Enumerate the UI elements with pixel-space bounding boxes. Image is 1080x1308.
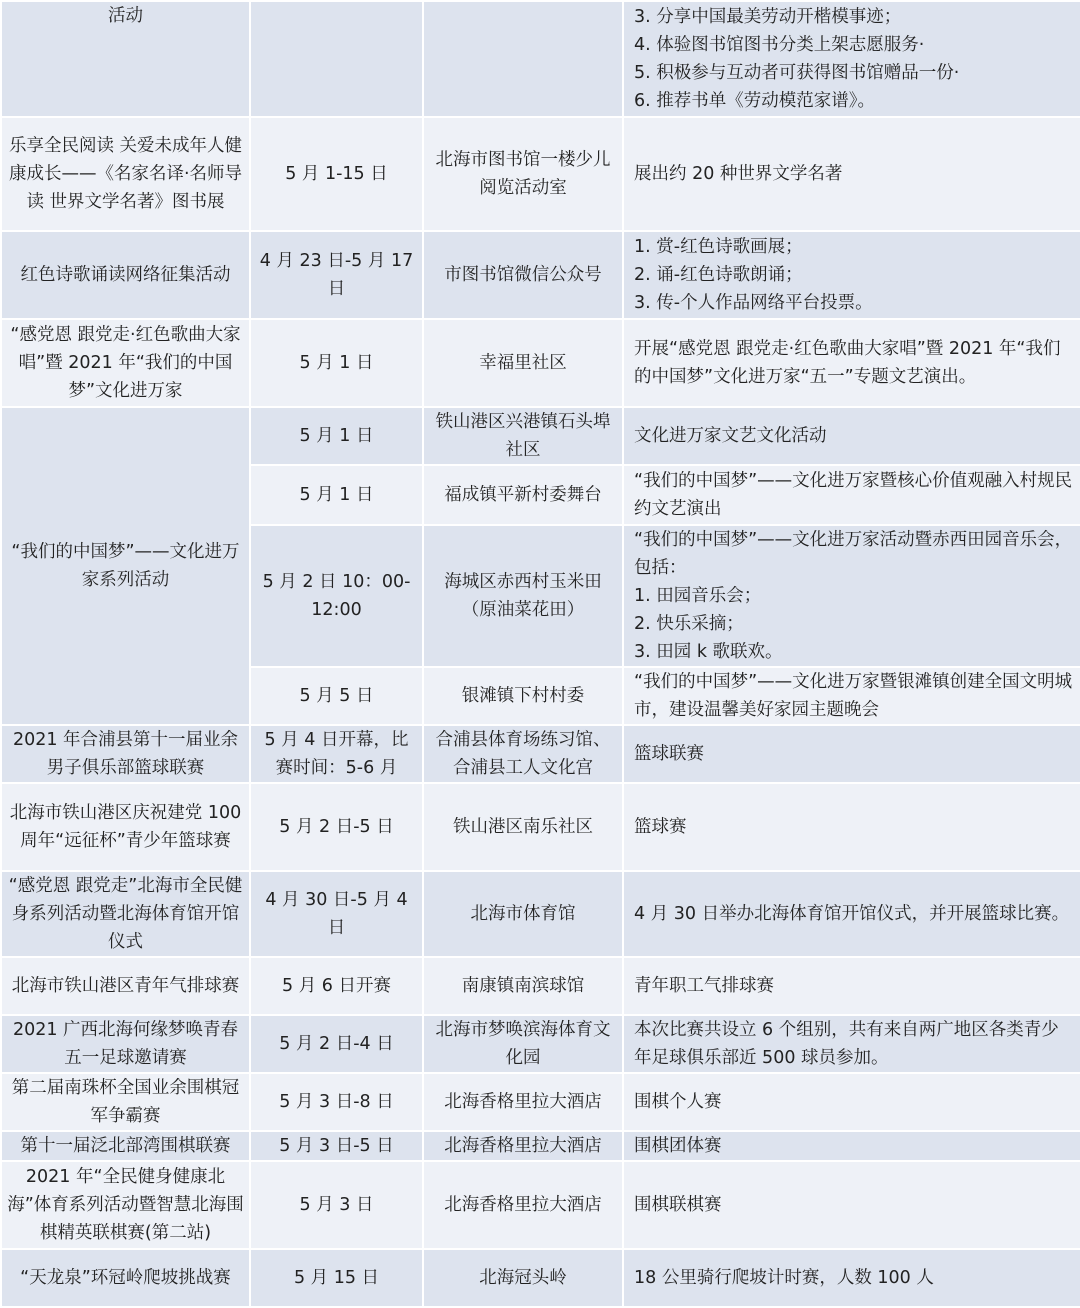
event-content-cell: 开展“感党恩 跟党走·红色歌曲大家唱”暨 2021 年“我们的中国梦”文化进万家“五一”专题文艺演出。 — [623, 319, 1080, 407]
table-row — [1, 725, 1080, 783]
event-name-cell: “天龙泉”环冠岭爬坡挑战赛 — [1, 1249, 250, 1307]
event-place-cell: 福成镇平新村委舞台 — [423, 465, 623, 525]
table-row — [1, 957, 1080, 1015]
event-name-cell: 第二届南珠杯全国业余围棋冠军争霸赛 — [1, 1073, 250, 1131]
event-time-cell: 4 月 30 日-5 月 4 日 — [250, 871, 423, 957]
content-line: 1. 田园音乐会； — [634, 586, 762, 606]
event-name-cell: 2021 年合浦县第十一届业余男子俱乐部篮球联赛 — [1, 725, 250, 783]
event-content-cell: 青年职工气排球赛 — [623, 957, 1080, 1015]
event-time-cell: 5 月 15 日 — [250, 1249, 423, 1307]
event-time-cell: 5 月 1 日 — [250, 407, 423, 465]
event-content-cell: 文化进万家文艺文化活动 — [623, 407, 1080, 465]
table-row — [1, 117, 1080, 231]
event-content-cell — [623, 525, 1080, 667]
content-line: 1. 赏-红色诗歌画展； — [634, 237, 803, 257]
event-time-cell: 5 月 1 日 — [250, 319, 423, 407]
event-name-cell: 红色诗歌诵读网络征集活动 — [1, 231, 250, 319]
event-content-cell: “我们的中国梦”——文化进万家暨银滩镇创建全国文明城市，建设温馨美好家园主题晚会 — [623, 667, 1080, 725]
event-time-cell: 4 月 23 日-5 月 17 日 — [250, 231, 423, 319]
event-content-cell: 围棋个人赛 — [623, 1073, 1080, 1131]
content-line: “我们的中国梦”——文化进万家活动暨赤西田园音乐会，包括： — [634, 530, 1073, 578]
event-name-cell: 第十一届泛北部湾围棋联赛 — [1, 1131, 250, 1161]
event-time-cell: 5 月 4 日开幕，比赛时间：5-6 月 — [250, 725, 423, 783]
content-line: 3. 分享中国最美劳动开楷模事迹； — [634, 7, 902, 27]
event-name-cell: “我们的中国梦”——文化进万家系列活动 — [1, 407, 250, 725]
content-line: 4. 体验图书馆图书分类上架志愿服务· — [634, 35, 925, 55]
table-row — [1, 1131, 1080, 1161]
content-line: 6. 推荐书单《劳动模范家谱》。 — [634, 91, 876, 111]
event-content-cell: 围棋联棋赛 — [623, 1161, 1080, 1249]
event-place-cell — [423, 1, 623, 117]
event-time-cell: 5 月 3 日-8 日 — [250, 1073, 423, 1131]
event-place-cell: 市图书馆微信公众号 — [423, 231, 623, 319]
event-place-cell: 北海市图书馆一楼少儿阅览活动室 — [423, 117, 623, 231]
event-time-cell — [250, 1, 423, 117]
event-content-cell: 篮球联赛 — [623, 725, 1080, 783]
event-time-cell: 5 月 2 日-5 日 — [250, 783, 423, 871]
table-row — [1, 1161, 1080, 1249]
table-row — [1, 319, 1080, 407]
event-name-cell: “感党恩 跟党走”北海市全民健身系列活动暨北海体育馆开馆仪式 — [1, 871, 250, 957]
content-line: 5. 积极参与互动者可获得图书馆赠品一份· — [634, 63, 960, 83]
event-place-cell: 铁山港区南乐社区 — [423, 783, 623, 871]
event-place-cell: 北海香格里拉大酒店 — [423, 1073, 623, 1131]
event-place-cell: 银滩镇下村村委 — [423, 667, 623, 725]
content-line: 3. 传-个人作品网络平台投票。 — [634, 293, 873, 313]
event-place-cell: 北海香格里拉大酒店 — [423, 1131, 623, 1161]
event-time-cell: 5 月 2 日-4 日 — [250, 1015, 423, 1073]
event-time-cell: 5 月 2 日 10：00-12:00 — [250, 525, 423, 667]
event-name-cell: “感党恩 跟党走·红色歌曲大家唱”暨 2021 年“我们的中国梦”文化进万家 — [1, 319, 250, 407]
table-row — [1, 1, 1080, 117]
event-content-cell: 篮球赛 — [623, 783, 1080, 871]
event-place-cell: 北海市体育馆 — [423, 871, 623, 957]
event-place-cell: 幸福里社区 — [423, 319, 623, 407]
event-content-cell: “我们的中国梦”——文化进万家暨核心价值观融入村规民约文艺演出 — [623, 465, 1080, 525]
event-content-cell: 展出约 20 种世界文学名著 — [623, 117, 1080, 231]
event-name-cell: 北海市铁山港区青年气排球赛 — [1, 957, 250, 1015]
event-place-cell: 海城区赤西村玉米田（原油菜花田） — [423, 525, 623, 667]
table-row — [1, 783, 1080, 871]
event-place-cell: 北海冠头岭 — [423, 1249, 623, 1307]
event-name-cell: 活动 — [1, 1, 250, 117]
event-name-cell: 2021 广西北海何缘梦唤青春五一足球邀请赛 — [1, 1015, 250, 1073]
event-place-cell: 合浦县体育场练习馆、合浦县工人文化宫 — [423, 725, 623, 783]
table-row — [1, 231, 1080, 319]
event-time-cell: 5 月 1 日 — [250, 465, 423, 525]
event-content-cell — [623, 231, 1080, 319]
event-name-cell: 2021 年“全民健身健康北海”体育系列活动暨智慧北海围棋精英联棋赛(第二站) — [1, 1161, 250, 1249]
event-place-cell: 南康镇南滨球馆 — [423, 957, 623, 1015]
content-line: 2. 诵-红色诗歌朗诵； — [634, 265, 803, 285]
event-time-cell: 5 月 5 日 — [250, 667, 423, 725]
event-name-cell: 北海市铁山港区庆祝建党 100 周年“远征杯”青少年篮球赛 — [1, 783, 250, 871]
content-line: 2. 快乐采摘； — [634, 614, 744, 634]
event-content-cell: 本次比赛共设立 6 个组别，共有来自两广地区各类青少年足球俱乐部近 500 球员参加。 — [623, 1015, 1080, 1073]
table-row — [1, 1015, 1080, 1073]
event-place-cell: 北海市梦唤滨海体育文化园 — [423, 1015, 623, 1073]
event-time-cell: 5 月 3 日 — [250, 1161, 423, 1249]
table-row — [1, 407, 1080, 465]
event-time-cell: 5 月 3 日-5 日 — [250, 1131, 423, 1161]
event-content-cell: 18 公里骑行爬坡计时赛，人数 100 人 — [623, 1249, 1080, 1307]
event-place-cell: 北海香格里拉大酒店 — [423, 1161, 623, 1249]
table-row — [1, 1073, 1080, 1131]
content-line: 3. 田园 k 歌联欢。 — [634, 642, 783, 662]
event-name-cell: 乐享全民阅读 关爱未成年人健康成长——《名家名译·名师导读 世界文学名著》图书展 — [1, 117, 250, 231]
event-time-cell: 5 月 1-15 日 — [250, 117, 423, 231]
event-content-cell: 围棋团体赛 — [623, 1131, 1080, 1161]
event-content-cell — [623, 1, 1080, 117]
event-content-cell: 4 月 30 日举办北海体育馆开馆仪式，并开展篮球比赛。 — [623, 871, 1080, 957]
event-time-cell: 5 月 6 日开赛 — [250, 957, 423, 1015]
table-row — [1, 1249, 1080, 1307]
table-row — [1, 871, 1080, 957]
event-place-cell: 铁山港区兴港镇石头埠社区 — [423, 407, 623, 465]
